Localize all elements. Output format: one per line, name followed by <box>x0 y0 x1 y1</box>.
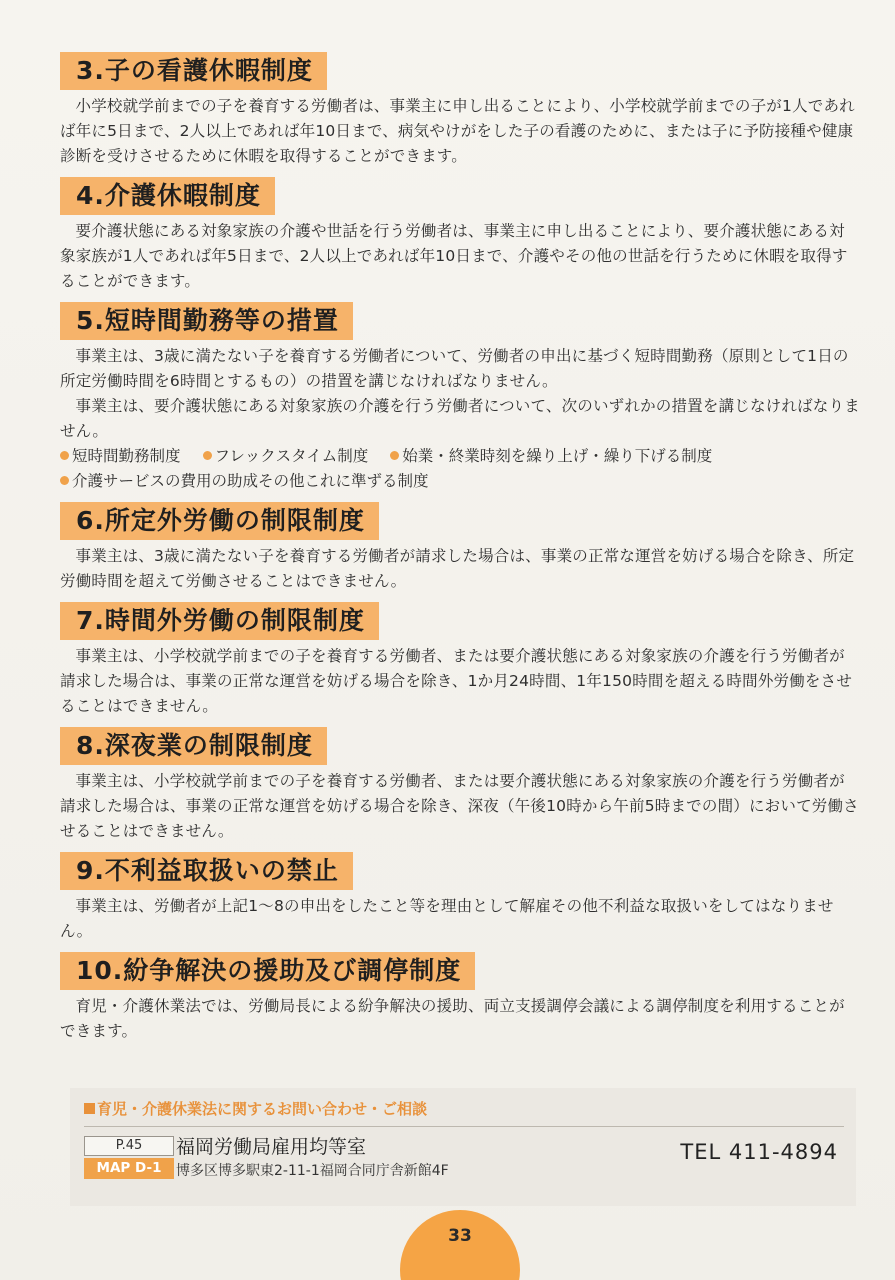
section-paragraph: 育児・介護休業法では、労働局長による紛争解決の援助、両立支援調停会議による調停制度を利用することができます。 <box>60 997 845 1040</box>
section-short-hours <box>60 302 860 494</box>
section-paragraph: 事業主は、要介護状態にある対象家族の介護を行う労働者について、次のいずれかの措置を講じなければなりません。 <box>60 397 860 440</box>
list-item <box>60 444 181 469</box>
section-heading: 8.深夜業の制限制度 <box>60 727 327 765</box>
section-paragraph: 小学校就学前までの子を養育する労働者は、事業主に申し出ることにより、小学校就学前までの子が1人であれば年に5日まで、2人以上であれば年10日まで、病気やけがをした子の看護のために、または子に予防接種や健康診断を受けさせるために休暇を取得することができます。 <box>60 97 855 165</box>
bullet-dot-icon <box>60 476 69 485</box>
map-reference-tag: MAP D-1 <box>84 1158 174 1179</box>
list-item <box>390 444 712 469</box>
divider <box>84 1126 844 1127</box>
list-item <box>60 469 429 494</box>
section-night-work-limit <box>60 727 860 844</box>
section-paragraph: 事業主は、3歳に満たない子を養育する労働者について、労働者の申出に基づく短時間勤務（原則として1日の所定労働時間を6時間とするもの）の措置を講じなければなりません。 <box>60 347 849 390</box>
section-paragraph: 事業主は、3歳に満たない子を養育する労働者が請求した場合は、事業の正常な運営を妨げる場合を除き、所定労働時間を超えて労働させることはできません。 <box>60 547 855 590</box>
list-item <box>203 444 369 469</box>
section-dispute-resolution <box>60 952 860 1044</box>
office-name: 福岡労働局雇用均等室 <box>176 1136 367 1158</box>
bullet-dot-icon <box>60 451 69 460</box>
list-item-label: 介護サービスの費用の助成その他これに準ずる制度 <box>72 472 429 490</box>
section-child-nursing-leave <box>60 52 860 169</box>
section-heading: 10.紛争解決の援助及び調停制度 <box>60 952 475 990</box>
bullet-dot-icon <box>390 451 399 460</box>
reference-tags <box>84 1136 174 1179</box>
section-paragraph: 事業主は、小学校就学前までの子を養育する労働者、または要介護状態にある対象家族の介護を行う労働者が請求した場合は、事業の正常な運営を妨げる場合を除き、1か月24時間、1年150時間を超える時間外労働をさせることはできません。 <box>60 647 853 715</box>
section-heading: 5.短時間勤務等の措置 <box>60 302 353 340</box>
page-number: 33 <box>448 1226 472 1246</box>
main-content <box>60 52 860 1052</box>
section-overtime-limit <box>60 502 860 594</box>
section-unfair-treatment <box>60 852 860 944</box>
section-care-leave <box>60 177 860 294</box>
list-item-label: 短時間勤務制度 <box>72 447 181 465</box>
page-reference-tag: P.45 <box>84 1136 174 1156</box>
section-heading: 4.介護休暇制度 <box>60 177 275 215</box>
list-item-label: フレックスタイム制度 <box>214 447 369 465</box>
section-paragraph: 要介護状態にある対象家族の介護や世話を行う労働者は、事業主に申し出ることにより、要介護状態にある対象家族が1人であれば年5日まで、2人以上であれば年10日まで、介護やその他の世話を行うために休暇を取得することができます。 <box>60 222 848 290</box>
contact-title <box>84 1098 427 1119</box>
section-paragraph: 事業主は、小学校就学前までの子を養育する労働者、または要介護状態にある対象家族の介護を行う労働者が請求した場合は、事業の正常な運営を妨げる場合を除き、深夜（午後10時から午前5時までの間）において労働させることはできません。 <box>60 772 859 840</box>
measure-list <box>60 444 860 494</box>
section-heading: 3.子の看護休暇制度 <box>60 52 327 90</box>
office-address: 博多区博多駅東2-11-1福岡合同庁舎新館4F <box>176 1163 449 1179</box>
office-phone: TEL 411-4894 <box>680 1140 838 1164</box>
section-heading: 7.時間外労働の制限制度 <box>60 602 379 640</box>
bullet-dot-icon <box>203 451 212 460</box>
section-extra-hours-limit <box>60 602 860 719</box>
list-item-label: 始業・終業時刻を繰り上げ・繰り下げる制度 <box>402 447 713 465</box>
contact-title-text: 育児・介護休業法に関するお問い合わせ・ご相談 <box>97 1100 428 1118</box>
section-heading: 6.所定外労働の制限制度 <box>60 502 379 540</box>
section-paragraph: 事業主は、労働者が上記1～8の申出をしたこと等を理由として解雇その他不利益な取扱いをしてはなりません。 <box>60 897 834 940</box>
contact-box <box>70 1088 856 1206</box>
square-bullet-icon <box>84 1103 95 1114</box>
section-heading: 9.不利益取扱いの禁止 <box>60 852 353 890</box>
